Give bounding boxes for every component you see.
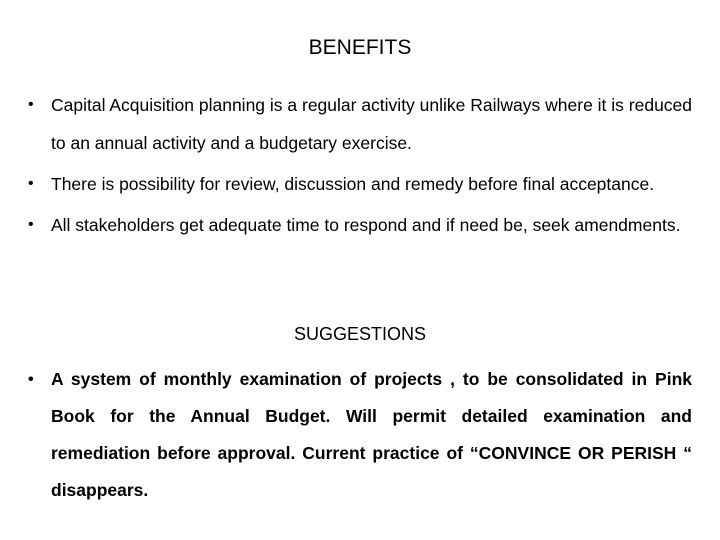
bullet-icon: • — [28, 96, 34, 113]
list-item — [28, 165, 692, 203]
list-item — [28, 206, 692, 244]
benefits-heading: BENEFITS — [308, 36, 412, 59]
bullet-icon: • — [28, 216, 34, 233]
suggestions-list — [28, 361, 692, 523]
benefit-text: All stakeholders get adequate time to respond and if need be, seek amendments. — [51, 215, 681, 235]
benefit-text: There is possibility for review, discussion and remedy before final acceptance. — [51, 174, 655, 194]
suggestions-heading: SUGGESTIONS — [293, 324, 427, 344]
bullet-icon: • — [28, 175, 34, 192]
bullet-icon: • — [28, 371, 34, 388]
list-item — [28, 86, 692, 162]
suggestion-text: A system of monthly examination of projects , to be consolidated in Pink Book for the Annual Budget. Will permit detailed examination and remediation before approval. Current practice of “CONVINCE OR PERISH “ disappears. — [51, 369, 692, 500]
benefit-text: Capital Acquisition planning is a regular activity unlike Railways where it is reduced to an annual activity and a budgetary exercise. — [51, 95, 693, 153]
benefits-list — [28, 86, 692, 247]
list-item — [28, 361, 692, 509]
